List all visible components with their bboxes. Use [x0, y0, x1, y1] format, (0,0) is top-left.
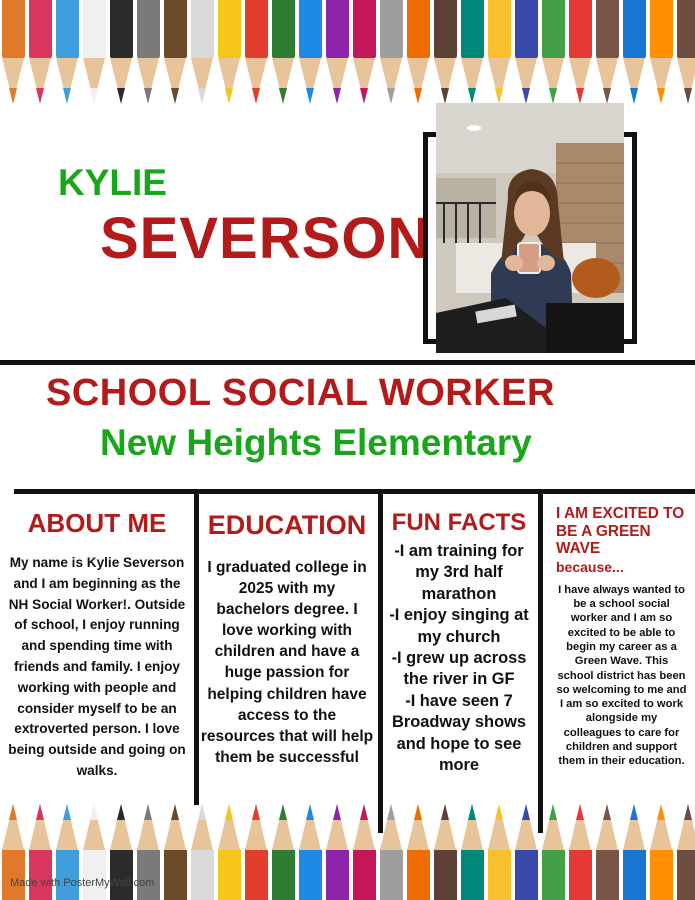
pencil: [675, 788, 695, 900]
education-heading: EDUCATION: [207, 510, 367, 540]
pencil: [648, 788, 675, 900]
fun-fact-item: -I have seen 7 Broadway shows and hope to see more: [392, 691, 526, 775]
pencil: [513, 0, 540, 118]
green-wave-heading: I AM EXCITED TO BE A GREEN WAVE: [556, 505, 685, 558]
pencil: [459, 788, 486, 900]
green-wave-text: I have always wanted to be a school social worker and I am so excited to be able to begin my career as a Green Wave. This school district has been so welcoming to me and I am so excited to work alongside my colleagues to care for children and support them in their education.: [556, 583, 687, 768]
pencil: [189, 0, 216, 118]
pencil: [594, 0, 621, 118]
profile-photo: [436, 103, 624, 353]
pencil: [54, 0, 81, 118]
pencil: [243, 788, 270, 900]
about-me-heading: ABOUT ME: [27, 508, 167, 538]
pencil: [216, 788, 243, 900]
pencil: [135, 0, 162, 118]
pencil: [486, 788, 513, 900]
first-name: KYLIE: [58, 162, 167, 203]
divider-top: [0, 360, 695, 365]
pencil: [567, 0, 594, 118]
pencil: [162, 788, 189, 900]
last-name: SEVERSON: [100, 206, 431, 271]
pencil: [270, 0, 297, 118]
about-me-section: [6, 508, 188, 782]
pencil: [675, 0, 695, 118]
education-section: [200, 510, 374, 768]
divider-columns: [14, 489, 695, 494]
pencil: [648, 0, 675, 118]
pencil: [270, 788, 297, 900]
pencil: [540, 0, 567, 118]
pencil: [216, 0, 243, 118]
pencil: [324, 0, 351, 118]
pencil: [432, 788, 459, 900]
pencil: [0, 0, 27, 118]
pencil: [621, 788, 648, 900]
pencil: [378, 788, 405, 900]
about-me-text: My name is Kylie Severson and I am beginning as the NH Social Worker!. Outside of school, I enjoy running and spending time with friends and family. I enjoy working with people and consider myself to be an extroverted person. I love being outside and going on walks.: [8, 555, 186, 778]
fun-facts-heading: FUN FACTS: [391, 509, 527, 536]
pencil: [297, 788, 324, 900]
pencil: [432, 0, 459, 118]
education-text: I graduated college in 2025 with my bachelors degree. I love working with children and have a huge passion for helping children have access to the resources that will help them be successful: [200, 559, 374, 766]
column-divider: [538, 489, 543, 833]
pencil: [162, 0, 189, 118]
pencil: [324, 788, 351, 900]
green-wave-section: [556, 505, 687, 769]
pencil: [297, 0, 324, 118]
fun-fact-item: -I am training for my 3rd half marathon: [394, 542, 524, 603]
job-title: SCHOOL SOCIAL WORKER: [46, 372, 555, 414]
pencil: [459, 0, 486, 118]
fun-facts-section: [385, 509, 533, 776]
watermark: Made with PosterMyWall.com: [10, 877, 155, 889]
pencil: [351, 788, 378, 900]
pencil-border-top: [0, 0, 695, 118]
pencil: [567, 788, 594, 900]
pencil: [594, 788, 621, 900]
pencil: [243, 0, 270, 118]
pencil: [486, 0, 513, 118]
pencil: [378, 0, 405, 118]
column-divider: [378, 489, 383, 833]
pencil: [81, 0, 108, 118]
pencil: [621, 0, 648, 118]
fun-fact-item: -I enjoy singing at my church: [389, 606, 529, 646]
pencil: [513, 788, 540, 900]
pencil: [351, 0, 378, 118]
school-name: New Heights Elementary: [100, 422, 532, 463]
green-wave-subheading: because...: [556, 558, 624, 575]
pencil: [540, 788, 567, 900]
pencil: [108, 0, 135, 118]
pencil: [405, 0, 432, 118]
pencil: [405, 788, 432, 900]
pencil: [27, 0, 54, 118]
column-divider: [194, 489, 199, 805]
fun-fact-item: -I grew up across the river in GF: [391, 649, 527, 689]
pencil: [189, 788, 216, 900]
